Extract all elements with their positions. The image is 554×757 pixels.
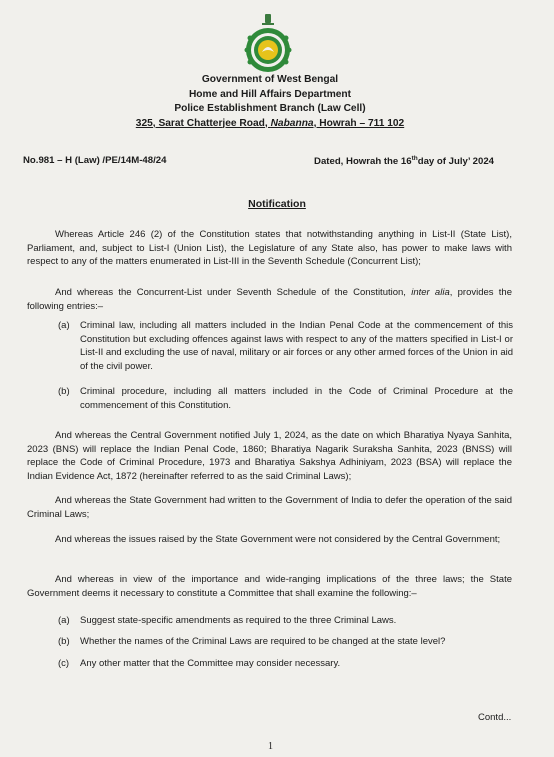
paragraph-5: And whereas the issues raised by the State Government were not considered by the Central Government; [55, 534, 501, 545]
letterhead [120, 73, 420, 131]
page-number: 1 [268, 741, 273, 752]
examine-item-a: (a) Suggest state-specific amendments as required to the three Criminal Laws. [58, 615, 397, 626]
paragraph-3: And whereas the Central Government notified July 1, 2024, as the date on which Bharatiya Nyaya Sanhita, 2023 (BNS) will replace the Indian Penal Code, 1860; Bharatiya Nagarik Suraksha Sanhita, 2023 (BNSS) will replace the Code of Criminal Procedure, 1973 and Bharatiya Sakshya Adhiniyam, 2023 (BSA) will replace the Indian Evidence Act, 1872 (hereinafter referred to as the said Criminal Laws); [27, 430, 512, 482]
branch-name: Police Establishment Branch (Law Cell) [174, 103, 366, 114]
date-line: Dated, Howrah the 16thday of July’ 2024 [314, 155, 494, 168]
examine-item-b: (b) Whether the names of the Criminal Laws are required to be changed at the state level? [58, 636, 446, 647]
notification-title: Notification [248, 198, 306, 210]
department-name: Home and Hill Affairs Department [188, 88, 352, 100]
paragraph-2: And whereas the Concurrent-List under Seventh Schedule of the Constitution, inter alia, provides the following entries:– [27, 287, 512, 312]
biswa-bangla-emblem-icon [240, 14, 296, 74]
office-address: 325, Sarat Chatterjee Road, Nabanna, Howrah – 711 102 [135, 117, 405, 129]
govt-name: Government of West Bengal [201, 74, 339, 85]
entry-a: (a) Criminal law, including all matters included in the Indian Penal Code at the commencement of this Constitution but excluding offences against laws with respect to any of the matters specified in List-I or List-II and excluding the use of naval, military or air forces or any other armed forces of the Union in aid of the civil power. [58, 320, 513, 372]
reference-number: No.981 – H (Law) /PE/14M-48/24 [23, 155, 167, 166]
continued-note: Contd... [478, 712, 512, 723]
reference-row [23, 155, 494, 167]
paragraph-1: Whereas Article 246 (2) of the Constitution states that notwithstanding anything in List-II (State List), Parliament, and, subject to List-I (Union List), the Legislature of any State also, has power to make laws with respect to any of the matters enumerated in List-III in the Seventh Schedule (Concurrent List); [27, 229, 512, 268]
paragraph-6: And whereas in view of the importance and wide-ranging implications of the three laws; the State Government deems it necessary to constitute a Committee that shall examine the following:– [27, 574, 512, 599]
examine-item-c: (c) Any other matter that the Committee may consider necessary. [58, 658, 341, 669]
paragraph-4: And whereas the State Government had written to the Government of India to defer the operation of the said Criminal Laws; [27, 495, 512, 520]
entry-b: (b) Criminal procedure, including all matters included in the Code of Criminal Procedure at the commencement of this Constitution. [58, 386, 513, 411]
